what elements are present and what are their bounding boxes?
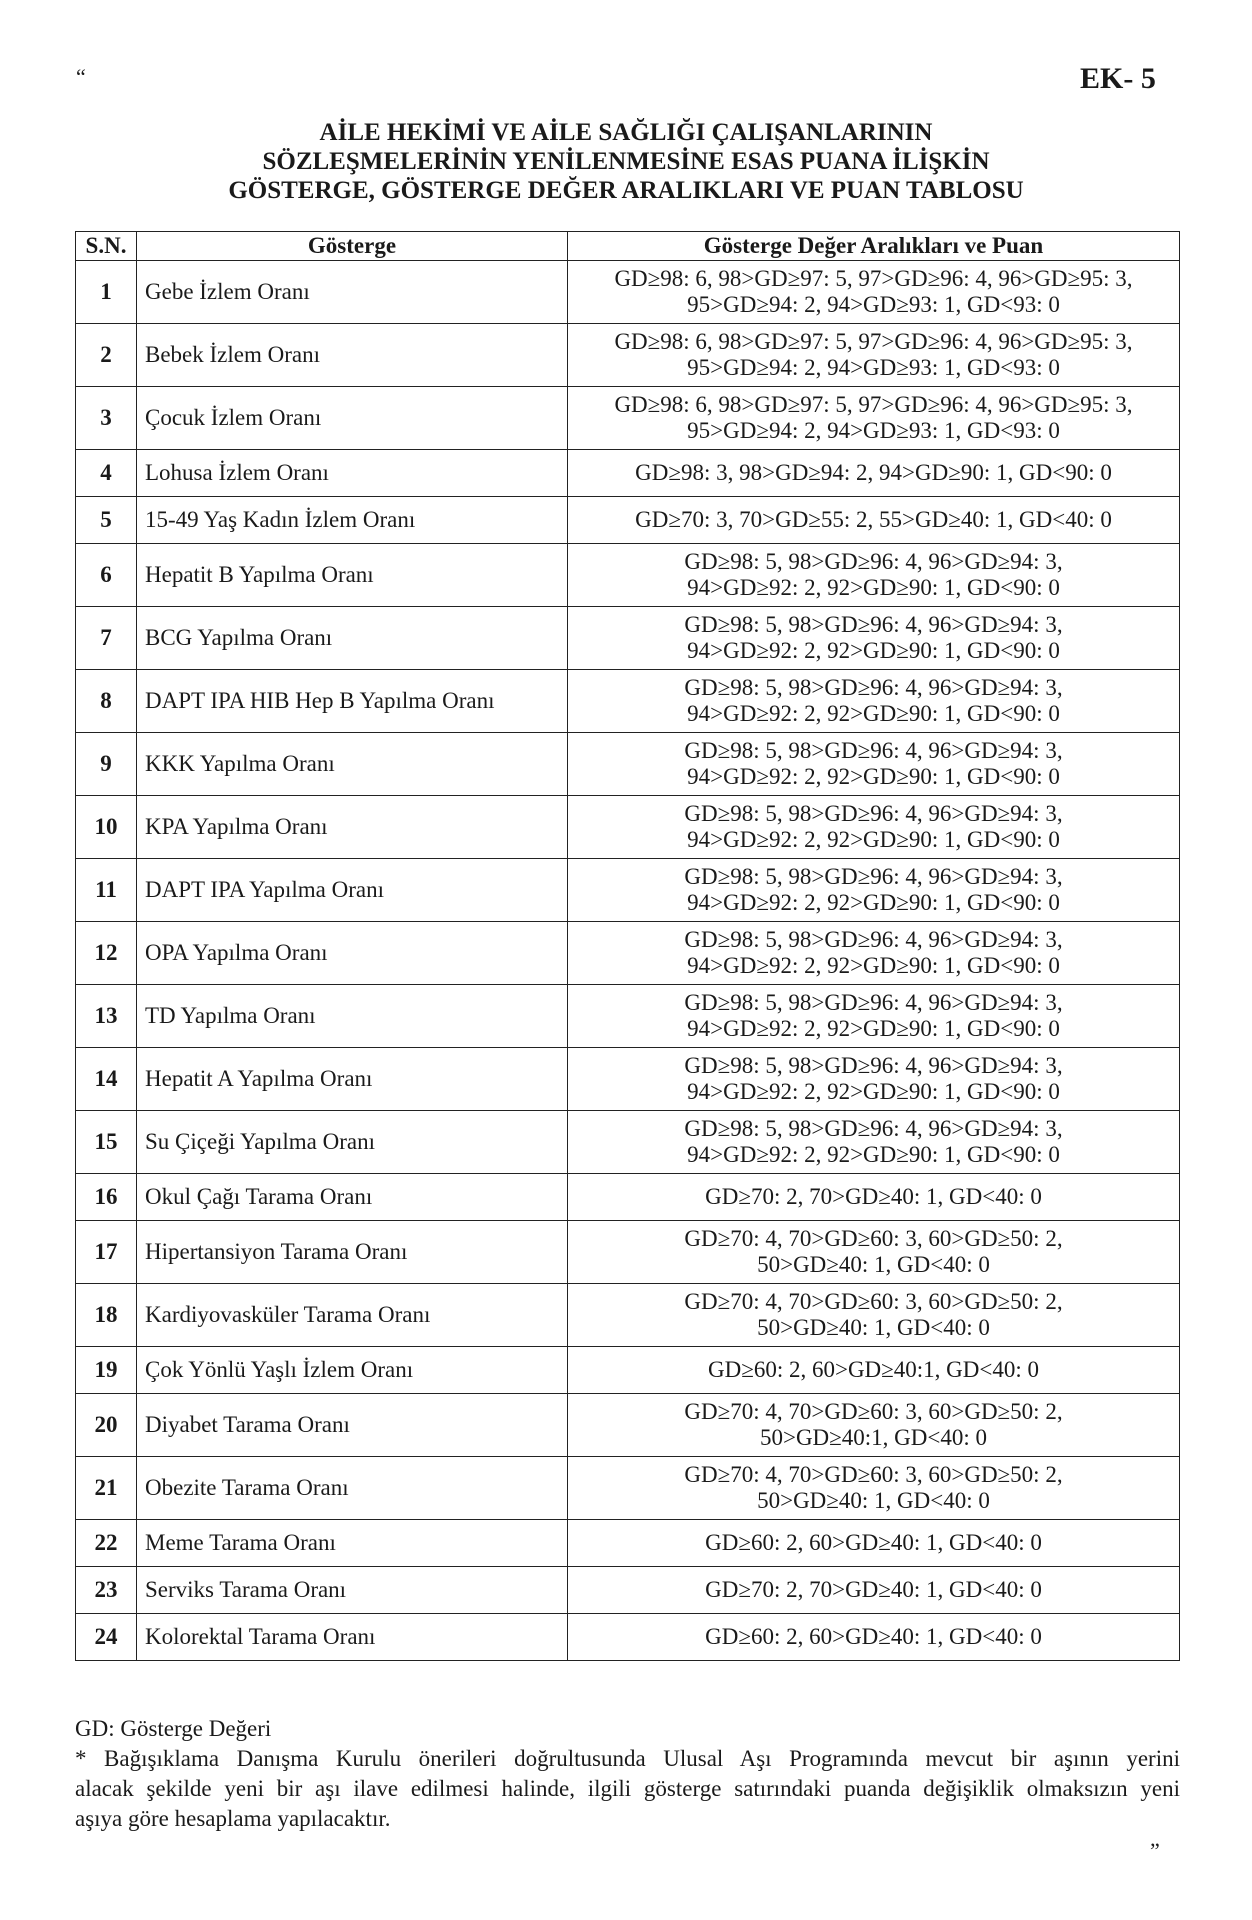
row-number: 24 — [76, 1614, 137, 1661]
title-line: GÖSTERGE, GÖSTERGE DEĞER ARALIKLARI VE PUAN TABLOSU — [228, 177, 1024, 204]
table-row — [76, 607, 1180, 670]
value-ranges — [568, 985, 1180, 1048]
indicator-name: BCG Yapılma Oranı — [137, 607, 568, 670]
range-line: 95>GD≥94: 2, 94>GD≥93: 1, GD<93: 0 — [687, 355, 1060, 380]
indicator-name: Bebek İzlem Oranı — [137, 324, 568, 387]
value-ranges — [568, 1520, 1180, 1567]
range-line: GD≥98: 5, 98>GD≥96: 4, 96>GD≥94: 3, — [684, 864, 1063, 889]
table-row — [76, 1347, 1180, 1394]
row-number: 6 — [76, 544, 137, 607]
range-line: GD≥70: 4, 70>GD≥60: 3, 60>GD≥50: 2, — [684, 1289, 1063, 1314]
range-line: 94>GD≥92: 2, 92>GD≥90: 1, GD<90: 0 — [687, 827, 1060, 852]
row-number: 17 — [76, 1221, 137, 1284]
row-number: 18 — [76, 1284, 137, 1347]
indicator-name: Hipertansiyon Tarama Oranı — [137, 1221, 568, 1284]
table-row — [76, 261, 1180, 324]
closing-quote-mark: ” — [1150, 1838, 1160, 1863]
range-line: GD≥98: 5, 98>GD≥96: 4, 96>GD≥94: 3, — [684, 801, 1063, 826]
range-line: GD≥98: 5, 98>GD≥96: 4, 96>GD≥94: 3, — [684, 990, 1063, 1015]
table-row — [76, 1614, 1180, 1661]
indicator-name: Okul Çağı Tarama Oranı — [137, 1174, 568, 1221]
value-ranges — [568, 450, 1180, 497]
table-row — [76, 985, 1180, 1048]
value-ranges — [568, 1111, 1180, 1174]
range-line: GD≥98: 5, 98>GD≥96: 4, 96>GD≥94: 3, — [684, 738, 1063, 763]
range-line: GD≥98: 5, 98>GD≥96: 4, 96>GD≥94: 3, — [684, 1053, 1063, 1078]
table-row — [76, 544, 1180, 607]
indicator-name: DAPT IPA Yapılma Oranı — [137, 859, 568, 922]
range-line: 94>GD≥92: 2, 92>GD≥90: 1, GD<90: 0 — [687, 764, 1060, 789]
indicator-name: Hepatit B Yapılma Oranı — [137, 544, 568, 607]
indicator-name: Kardiyovasküler Tarama Oranı — [137, 1284, 568, 1347]
row-number: 8 — [76, 670, 137, 733]
indicator-name: OPA Yapılma Oranı — [137, 922, 568, 985]
indicator-name: Hepatit A Yapılma Oranı — [137, 1048, 568, 1111]
value-ranges — [568, 324, 1180, 387]
row-number: 13 — [76, 985, 137, 1048]
range-line: 94>GD≥92: 2, 92>GD≥90: 1, GD<90: 0 — [687, 890, 1060, 915]
value-ranges — [568, 1394, 1180, 1457]
table-row — [76, 497, 1180, 544]
legend-text: GD: Gösterge Değeri — [75, 1716, 272, 1741]
column-header-ranges: Gösterge Değer Aralıkları ve Puan — [568, 232, 1180, 261]
range-line: 94>GD≥92: 2, 92>GD≥90: 1, GD<90: 0 — [687, 1016, 1060, 1041]
table-body — [76, 261, 1180, 1661]
range-line: 94>GD≥92: 2, 92>GD≥90: 1, GD<90: 0 — [687, 1142, 1060, 1167]
indicator-name: TD Yapılma Oranı — [137, 985, 568, 1048]
indicator-name: Diyabet Tarama Oranı — [137, 1394, 568, 1457]
range-line: GD≥70: 4, 70>GD≥60: 3, 60>GD≥50: 2, — [684, 1399, 1063, 1424]
table-row — [76, 1567, 1180, 1614]
range-line: 94>GD≥92: 2, 92>GD≥90: 1, GD<90: 0 — [687, 1079, 1060, 1104]
row-number: 10 — [76, 796, 137, 859]
row-number: 16 — [76, 1174, 137, 1221]
row-number: 19 — [76, 1347, 137, 1394]
range-line: 95>GD≥94: 2, 94>GD≥93: 1, GD<93: 0 — [687, 292, 1060, 317]
table-row — [76, 796, 1180, 859]
range-line: GD≥70: 4, 70>GD≥60: 3, 60>GD≥50: 2, — [684, 1462, 1063, 1487]
range-line: GD≥60: 2, 60>GD≥40:1, GD<40: 0 — [707, 1357, 1040, 1382]
row-number: 5 — [76, 497, 137, 544]
table-row — [76, 1394, 1180, 1457]
range-line: GD≥70: 3, 70>GD≥55: 2, 55>GD≥40: 1, GD<40: 0 — [635, 507, 1112, 532]
title-line: AİLE HEKİMİ VE AİLE SAĞLIĞI ÇALIŞANLARININ — [319, 119, 933, 146]
row-number: 14 — [76, 1048, 137, 1111]
value-ranges — [568, 922, 1180, 985]
row-number: 20 — [76, 1394, 137, 1457]
range-line: GD≥98: 6, 98>GD≥97: 5, 97>GD≥96: 4, 96>GD≥95: 3, — [614, 392, 1133, 417]
range-line: 94>GD≥92: 2, 92>GD≥90: 1, GD<90: 0 — [687, 638, 1060, 663]
value-ranges — [568, 1347, 1180, 1394]
annex-label: EK- 5 — [1080, 62, 1156, 95]
indicator-name: 15-49 Yaş Kadın İzlem Oranı — [137, 497, 568, 544]
range-line: GD≥98: 5, 98>GD≥96: 4, 96>GD≥94: 3, — [684, 1116, 1063, 1141]
range-line: 50>GD≥40: 1, GD<40: 0 — [757, 1488, 990, 1513]
value-ranges — [568, 1174, 1180, 1221]
indicator-name: Kolorektal Tarama Oranı — [137, 1614, 568, 1661]
value-ranges — [568, 1614, 1180, 1661]
table-header-row — [76, 232, 1180, 261]
range-line: GD≥70: 4, 70>GD≥60: 3, 60>GD≥50: 2, — [684, 1226, 1063, 1251]
indicator-name: Meme Tarama Oranı — [137, 1520, 568, 1567]
value-ranges — [568, 859, 1180, 922]
row-number: 15 — [76, 1111, 137, 1174]
value-ranges — [568, 796, 1180, 859]
range-line: GD≥98: 5, 98>GD≥96: 4, 96>GD≥94: 3, — [684, 612, 1063, 637]
table-row — [76, 1048, 1180, 1111]
value-ranges — [568, 261, 1180, 324]
row-number: 2 — [76, 324, 137, 387]
range-line: GD≥98: 5, 98>GD≥96: 4, 96>GD≥94: 3, — [684, 549, 1063, 574]
note-line: aşıya göre hesaplama yapılacaktır. — [75, 1806, 391, 1831]
value-ranges — [568, 733, 1180, 796]
table-row — [76, 1174, 1180, 1221]
indicator-name: KKK Yapılma Oranı — [137, 733, 568, 796]
range-line: GD≥98: 3, 98>GD≥94: 2, 94>GD≥90: 1, GD<90: 0 — [635, 460, 1112, 485]
range-line: GD≥70: 2, 70>GD≥40: 1, GD<40: 0 — [705, 1184, 1042, 1209]
range-line: 50>GD≥40: 1, GD<40: 0 — [757, 1315, 990, 1340]
column-header-indicator: Gösterge — [137, 232, 568, 261]
row-number: 4 — [76, 450, 137, 497]
range-line: GD≥60: 2, 60>GD≥40: 1, GD<40: 0 — [705, 1530, 1042, 1555]
indicator-name: Çok Yönlü Yaşlı İzlem Oranı — [137, 1347, 568, 1394]
table-row — [76, 1520, 1180, 1567]
range-line: GD≥98: 6, 98>GD≥97: 5, 97>GD≥96: 4, 96>GD≥95: 3, — [614, 329, 1133, 354]
range-line: 50>GD≥40:1, GD<40: 0 — [759, 1425, 988, 1450]
range-line: 95>GD≥94: 2, 94>GD≥93: 1, GD<93: 0 — [687, 418, 1060, 443]
value-ranges — [568, 1567, 1180, 1614]
opening-quote-mark: “ — [76, 64, 86, 89]
footer-notes — [75, 1714, 1180, 1834]
table-row — [76, 733, 1180, 796]
indicator-name: DAPT IPA HIB Hep B Yapılma Oranı — [137, 670, 568, 733]
range-line: GD≥60: 2, 60>GD≥40: 1, GD<40: 0 — [705, 1624, 1042, 1649]
row-number: 9 — [76, 733, 137, 796]
range-line: 50>GD≥40: 1, GD<40: 0 — [757, 1252, 990, 1277]
value-ranges — [568, 607, 1180, 670]
row-number: 7 — [76, 607, 137, 670]
row-number: 1 — [76, 261, 137, 324]
range-line: GD≥98: 6, 98>GD≥97: 5, 97>GD≥96: 4, 96>GD≥95: 3, — [614, 266, 1133, 291]
range-line: GD≥70: 2, 70>GD≥40: 1, GD<40: 0 — [705, 1577, 1042, 1602]
range-line: GD≥98: 5, 98>GD≥96: 4, 96>GD≥94: 3, — [684, 675, 1063, 700]
table-row — [76, 450, 1180, 497]
range-line: GD≥98: 5, 98>GD≥96: 4, 96>GD≥94: 3, — [684, 927, 1063, 952]
table-row — [76, 1221, 1180, 1284]
row-number: 11 — [76, 859, 137, 922]
value-ranges — [568, 1284, 1180, 1347]
table-row — [76, 922, 1180, 985]
row-number: 12 — [76, 922, 137, 985]
table-row — [76, 1111, 1180, 1174]
table-row — [76, 1284, 1180, 1347]
value-ranges — [568, 387, 1180, 450]
table-row — [76, 324, 1180, 387]
indicator-name: Su Çiçeği Yapılma Oranı — [137, 1111, 568, 1174]
indicator-name: Serviks Tarama Oranı — [137, 1567, 568, 1614]
row-number: 23 — [76, 1567, 137, 1614]
note-line: * Bağışıklama Danışma Kurulu önerileri doğrultusunda Ulusal Aşı Programında mevcut bir aşının yerini — [75, 1746, 1180, 1771]
column-header-sn: S.N. — [76, 232, 137, 261]
title-line: SÖZLEŞMELERİNİN YENİLENMESİNE ESAS PUANA İLİŞKİN — [262, 148, 990, 175]
row-number: 3 — [76, 387, 137, 450]
range-line: 94>GD≥92: 2, 92>GD≥90: 1, GD<90: 0 — [687, 953, 1060, 978]
indicator-table — [75, 231, 1180, 1661]
table-row — [76, 670, 1180, 733]
note-line: alacak şekilde yeni bir aşı ilave edilmesi halinde, ilgili gösterge satırındaki puanda değişiklik olmaksızın yeni — [75, 1776, 1180, 1801]
value-ranges — [568, 497, 1180, 544]
table-row — [76, 1457, 1180, 1520]
value-ranges — [568, 670, 1180, 733]
value-ranges — [568, 544, 1180, 607]
indicator-name: KPA Yapılma Oranı — [137, 796, 568, 859]
indicator-name: Gebe İzlem Oranı — [137, 261, 568, 324]
row-number: 22 — [76, 1520, 137, 1567]
indicator-name: Obezite Tarama Oranı — [137, 1457, 568, 1520]
value-ranges — [568, 1221, 1180, 1284]
document-title — [0, 118, 1252, 205]
value-ranges — [568, 1048, 1180, 1111]
indicator-name: Çocuk İzlem Oranı — [137, 387, 568, 450]
range-line: 94>GD≥92: 2, 92>GD≥90: 1, GD<90: 0 — [687, 575, 1060, 600]
indicator-name: Lohusa İzlem Oranı — [137, 450, 568, 497]
table-row — [76, 387, 1180, 450]
row-number: 21 — [76, 1457, 137, 1520]
table-row — [76, 859, 1180, 922]
value-ranges — [568, 1457, 1180, 1520]
range-line: 94>GD≥92: 2, 92>GD≥90: 1, GD<90: 0 — [687, 701, 1060, 726]
